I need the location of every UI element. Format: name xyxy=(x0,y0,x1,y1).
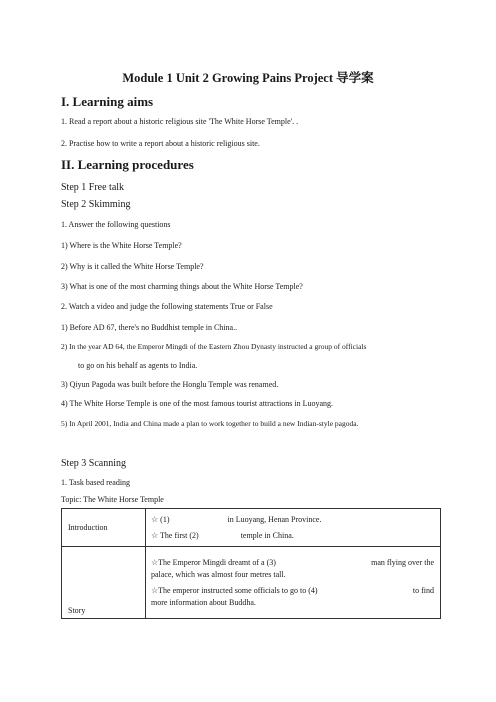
section-heading-learning-procedures: II. Learning procedures xyxy=(61,157,194,172)
aim-item: 1. Read a report about a historic religious site 'The White Horse Temple'. . xyxy=(61,117,299,126)
questions-intro: 1. Answer the following questions xyxy=(61,220,171,229)
row-content xyxy=(146,547,441,619)
fill-line xyxy=(146,514,440,526)
question-item: 2) Why is it called the White Horse Temple? xyxy=(61,262,204,271)
step-heading: Step 1 Free talk xyxy=(61,182,125,193)
statement-item-continued: to go on his behalf as agents to India. xyxy=(78,361,198,370)
statement-item: 3) Qiyun Pagoda was built before the Honglu Temple was renamed. xyxy=(61,380,279,389)
fill-line xyxy=(146,585,440,597)
page-title: Module 1 Unit 2 Growing Pains Project 导学案 xyxy=(122,71,374,85)
step-heading: Step 3 Scanning xyxy=(61,458,126,469)
task-intro: 1. Task based reading xyxy=(61,478,131,487)
statement-item: 1) Before AD 67, there's no Buddhist temple in China.. xyxy=(61,323,238,332)
fill-suffix: man flying over the xyxy=(371,557,434,567)
fill-suffix: temple in China. xyxy=(240,530,294,540)
topic-line: Topic: The White Horse Temple xyxy=(61,495,164,504)
row-label-introduction: Introduction xyxy=(62,509,146,547)
fill-suffix: to find xyxy=(412,585,434,595)
fill-line xyxy=(146,530,440,542)
fill-prefix: ☆The Emperor Mingdi dreamt of a (3) xyxy=(151,557,276,567)
table-row xyxy=(62,547,441,619)
statement-item: 4) The White Horse Temple is one of the most famous tourist attractions in Luoyang. xyxy=(61,399,334,408)
statement-item: 5) In April 2001, India and China made a plan to work together to build a new Indian-style pagoda. xyxy=(61,419,359,428)
step-heading: Step 2 Skimming xyxy=(61,199,131,210)
fill-prefix: ☆The emperor instructed some officials to go to (4) xyxy=(151,585,318,595)
section-heading-learning-aims: I. Learning aims xyxy=(61,94,154,109)
text-line: palace, which was almost four metres tall. xyxy=(151,569,286,579)
table-row xyxy=(62,509,441,547)
task-table xyxy=(61,508,441,619)
fill-line xyxy=(146,557,440,569)
aim-item: 2. Practise how to write a report about a historic religious site. xyxy=(61,139,260,148)
fill-prefix: ☆ (1) xyxy=(151,514,170,524)
row-label-story: Story xyxy=(62,547,146,619)
text-line: more information about Buddha. xyxy=(151,597,256,607)
question-item: 1) Where is the White Horse Temple? xyxy=(61,241,182,250)
row-content xyxy=(146,509,441,547)
true-false-intro: 2. Watch a video and judge the following statements True or False xyxy=(61,302,273,311)
statement-item: 2) In the year AD 64, the Emperor Mingdi of the Eastern Zhou Dynasty instructed a group of officials xyxy=(61,342,367,351)
question-item: 3) What is one of the most charming things about the White Horse Temple? xyxy=(61,282,303,291)
fill-prefix: ☆ The first (2) xyxy=(151,530,199,540)
fill-suffix: in Luoyang, Henan Province. xyxy=(227,514,322,524)
